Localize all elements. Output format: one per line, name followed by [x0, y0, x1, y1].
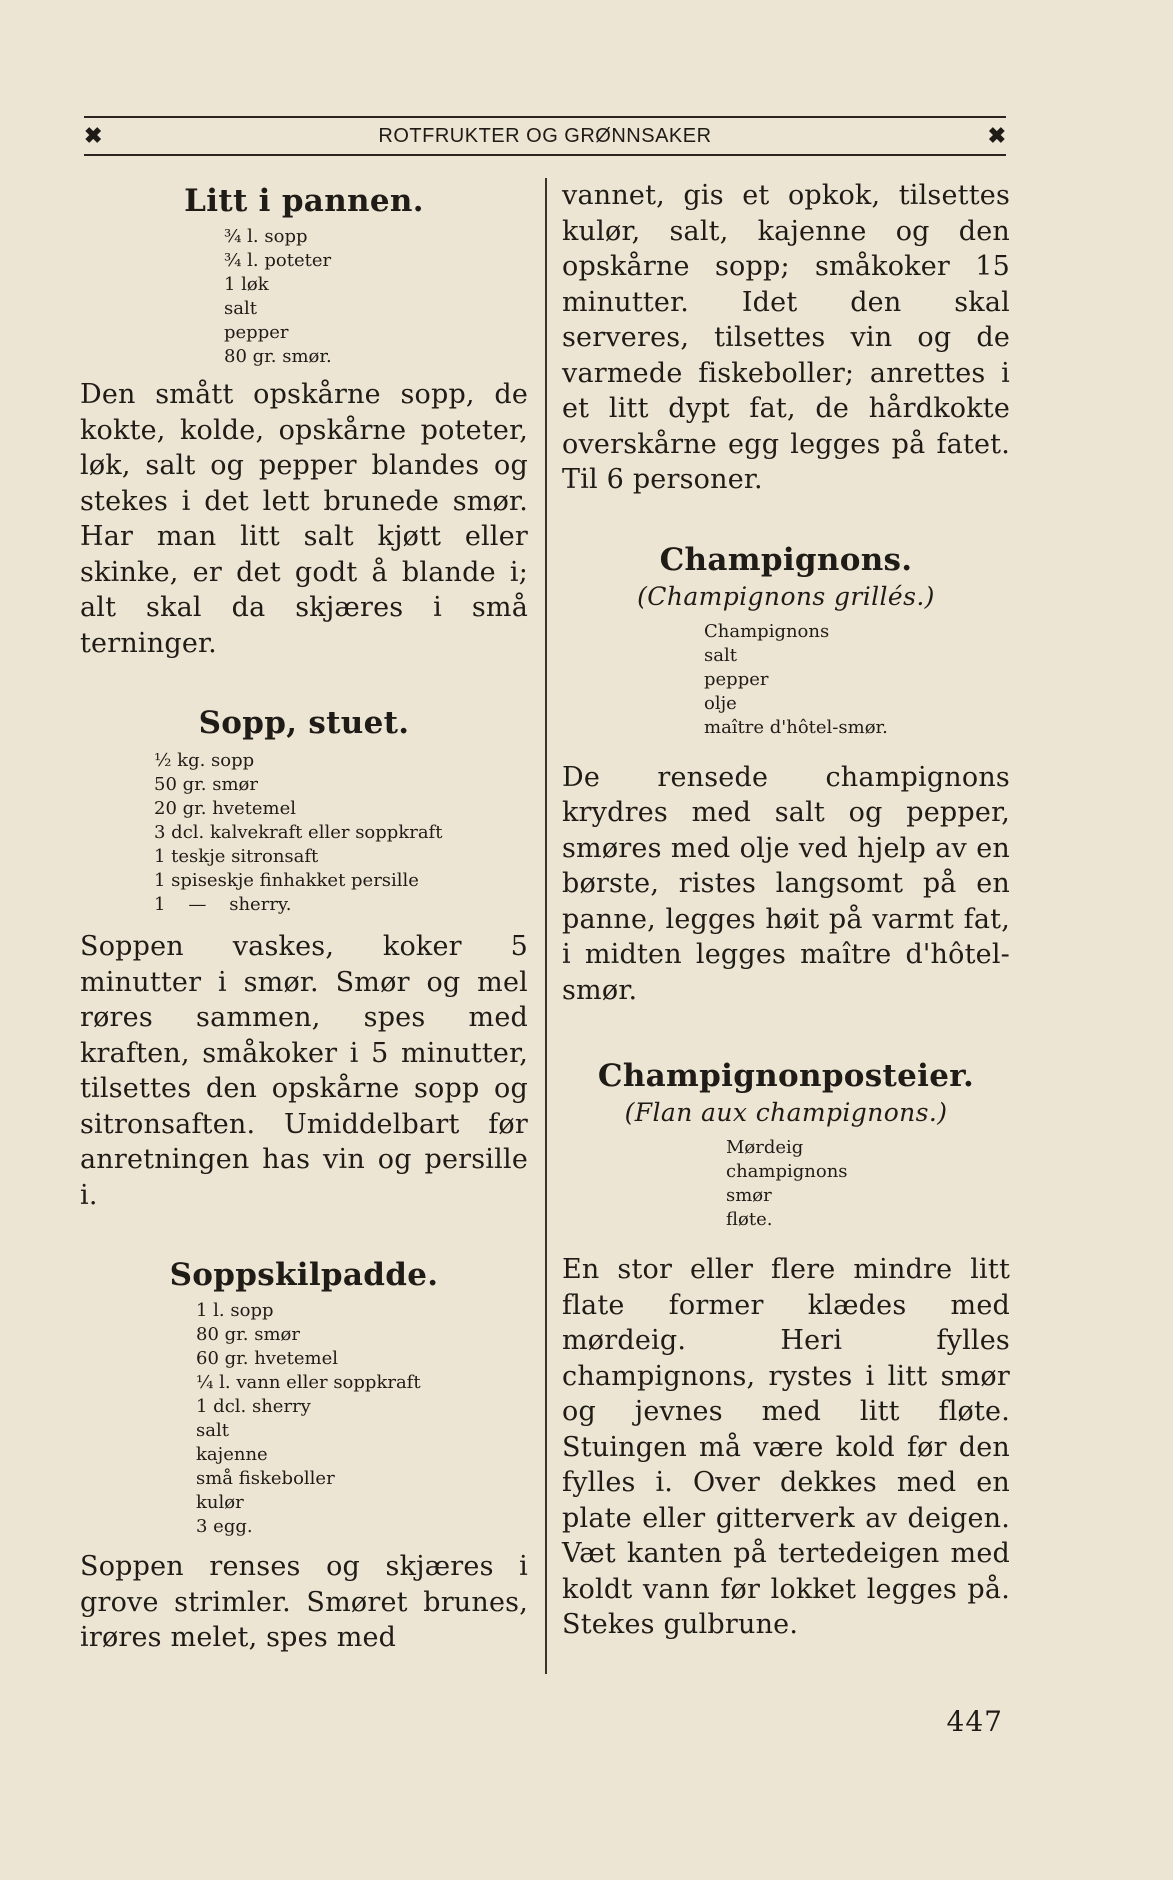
recipe-instructions: De rensede champignons krydres med salt og pepper, smøres med olje ved hjelp av en børste, ristes langsomt på en panne, legges høit på varmt fat, i midten legges maître d'hôtel-smør.	[562, 761, 1010, 1006]
ingredient-list	[726, 1136, 1010, 1232]
recipe-subtitle: (Flan aux champignons.)	[624, 1098, 948, 1127]
ingredient: ¼ l. vann eller soppkraft	[196, 1372, 421, 1393]
ingredient: 3 egg.	[196, 1516, 253, 1537]
recipe-title: Champignonposteier.	[597, 1058, 975, 1094]
recipe-instructions: Soppen vaskes, koker 5 minutter i smør. Smør og mel røres sammen, spes med kraften, småkoker i 5 minutter, tilsettes den opskårne sopp og sitronsaften. Umiddelbart før anretningen has vin og persille i.	[80, 931, 528, 1211]
recipe-instructions: Soppen renses og skjæres i grove strimler. Smøret brunes, irøres melet, spes med	[80, 1551, 528, 1653]
ingredient-list	[196, 1299, 528, 1539]
recipe-soppskilpadde	[80, 1255, 528, 1656]
ingredient: 1 teskje sitronsaft	[154, 846, 319, 867]
ingredient: 60 gr. hvetemel	[196, 1348, 338, 1369]
ingredient: smør	[726, 1185, 772, 1206]
ingredient: 1 l. sopp	[196, 1300, 274, 1321]
recipe-subtitle: (Champignons grillés.)	[637, 581, 935, 611]
ingredient: 50 gr. smør	[154, 774, 258, 795]
recipe-champignonposteier	[562, 1056, 1010, 1643]
right-column	[562, 178, 1010, 1643]
ingredient: kulør	[196, 1492, 244, 1513]
recipe-instructions: En stor eller flere mindre litt flate former klædes med mørdeig. Heri fylles champignons, rystes i litt smør og jevnes med litt fløte. Stuingen må være kold før den fylles i. Over dekkes med en plate eller gitterverk av deigen. Væt kanten på tertedeigen med koldt vann før lokket legges på. Stekes gulbrune.	[562, 1254, 1010, 1640]
ingredient: ¾ l. sopp	[224, 226, 308, 247]
ingredient: salt	[196, 1420, 229, 1441]
recipe-litt-i-pannen	[80, 181, 528, 661]
recipe-title: Litt i pannen.	[184, 183, 424, 219]
ingredient-list	[224, 225, 528, 369]
ingredient: olje	[704, 692, 737, 714]
page-number: 447	[946, 1705, 1003, 1738]
running-header	[84, 116, 1006, 156]
ingredient: 1 dcl. sherry	[196, 1396, 311, 1417]
ingredient: 3 dcl. kalvekraft eller soppkraft	[154, 822, 443, 843]
ingredient-list	[704, 620, 1010, 740]
recipe-continuation: vannet, gis et opkok, tilsettes kulør, salt, kajenne og den opskårne sopp; småkoker 15 minutter. Idet den skal serveres, tilsettes vin og de varmede fiskeboller; anrettes i et litt dypt fat, de hårdkokte overskårne egg legges på fatet. Til 6 personer.	[562, 180, 1010, 495]
recipe-title: Sopp, stuet.	[198, 705, 410, 741]
ornament-right-icon: ✖	[987, 123, 1006, 149]
ingredient: ¾ l. poteter	[224, 250, 332, 271]
recipe-champignons	[562, 540, 1010, 1009]
ingredient: Mørdeig	[726, 1137, 804, 1158]
ingredient: 80 gr. smør.	[224, 346, 332, 367]
ingredient: maître d'hôtel-smør.	[704, 716, 888, 738]
ingredient: pepper	[224, 322, 289, 343]
chapter-title: ROTFRUKTER OG GRØNNSAKER	[378, 125, 712, 147]
ingredient-list	[154, 749, 528, 917]
recipe-instructions: Den smått opskårne sopp, de kokte, kolde, opskårne poteter, løk, salt og pepper blandes og stekes i det lett brunede smør. Har man litt salt kjøtt eller skinke, er det godt å blande i; alt skal da skjæres i små terninger.	[80, 379, 528, 659]
ingredient: 80 gr. smør	[196, 1324, 300, 1345]
ingredient: små fiskeboller	[196, 1468, 335, 1489]
recipe-title: Champignons.	[659, 541, 913, 578]
ingredient: Champignons	[704, 620, 830, 642]
ingredient: champignons	[726, 1161, 848, 1182]
ingredient: 1 — sherry.	[154, 894, 292, 915]
ingredient: 1 løk	[224, 274, 269, 295]
left-column	[80, 178, 528, 1656]
ingredient: salt	[704, 644, 737, 666]
ingredient: ½ kg. sopp	[154, 750, 255, 771]
recipe-sopp-stuet	[80, 703, 528, 1213]
ornament-left-icon: ✖	[84, 123, 103, 149]
ingredient: 1 spiseskje finhakket persille	[154, 870, 419, 891]
column-divider	[545, 178, 547, 1674]
ingredient: salt	[224, 298, 257, 319]
recipe-title: Soppskilpadde.	[169, 1257, 439, 1293]
ingredient: pepper	[704, 668, 769, 690]
ingredient: fløte.	[726, 1209, 773, 1230]
ingredient: kajenne	[196, 1444, 268, 1465]
ingredient: 20 gr. hvetemel	[154, 798, 296, 819]
